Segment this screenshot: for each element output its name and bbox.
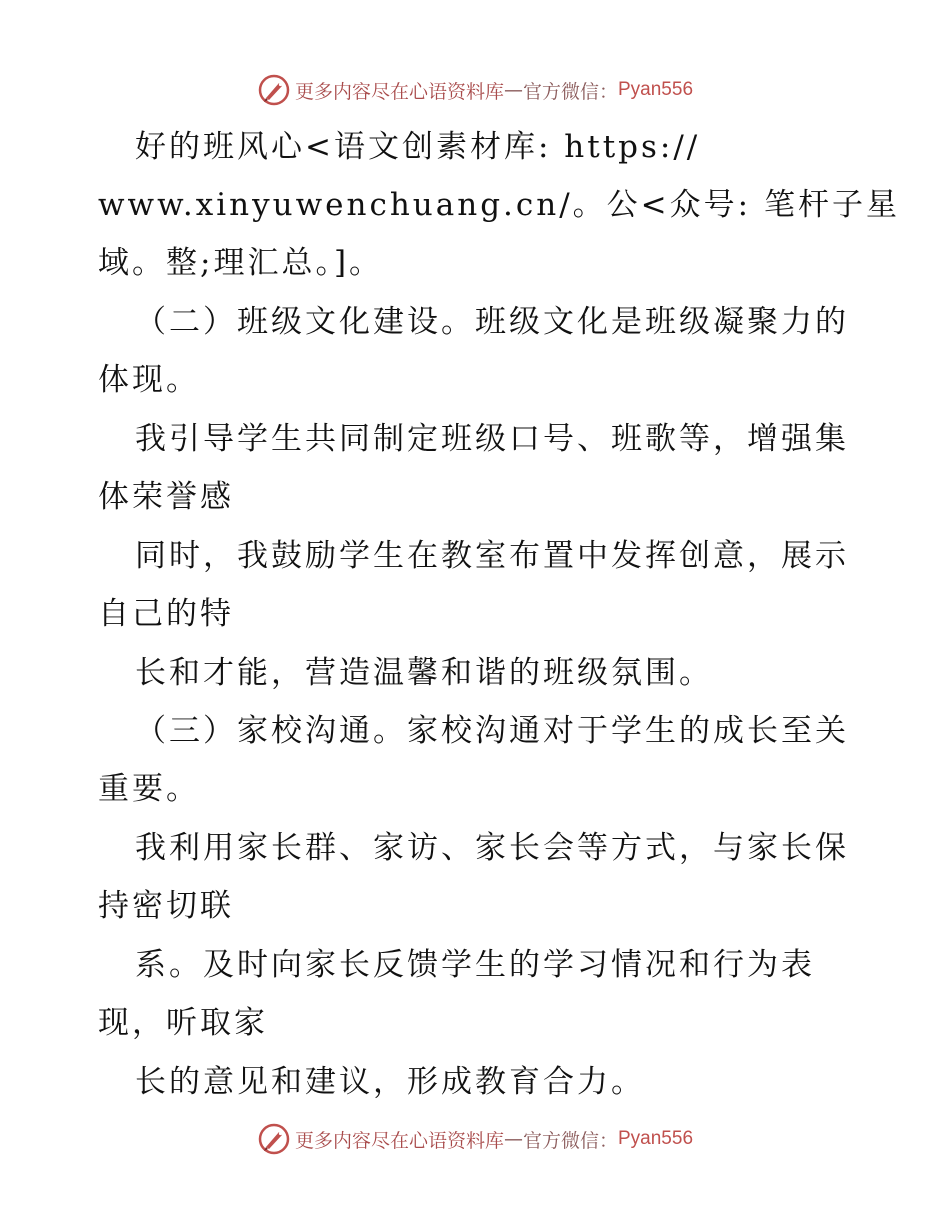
text-line: 域。整;理汇总。]。 — [98, 245, 384, 281]
pen-logo-icon — [257, 1122, 291, 1156]
banner-main-text: 更多内容尽在心语资料库 — [294, 80, 504, 103]
banner-main-text: 更多内容尽在心语资料库 — [294, 1129, 504, 1152]
text-line: 好的班风心<语文创素材库: https:// — [135, 129, 701, 165]
text-line: （二）班级文化建设。班级文化是班级凝聚力的 — [135, 304, 849, 340]
text-line: www.xinyuwenchuang.cn/。公<众号: 笔杆子星 — [98, 187, 900, 223]
text-line: 体现。 — [98, 362, 200, 398]
text-line: 自己的特 — [98, 596, 234, 632]
banner-dash: — — [503, 1128, 523, 1150]
banner-dash: — — [503, 79, 523, 101]
text-line: 我引导学生共同制定班级口号、班歌等，增强集 — [135, 421, 849, 457]
text-line: 体荣誉感 — [98, 479, 234, 515]
text-line: 同时，我鼓励学生在教室布置中发挥创意，展示 — [135, 538, 849, 574]
text-line: 持密切联 — [98, 888, 234, 924]
pen-logo-icon — [257, 73, 291, 107]
text-line: 重要。 — [98, 771, 200, 807]
footer-banner — [0, 1119, 950, 1159]
text-line: 长和才能，营造温馨和谐的班级氛围。 — [135, 655, 713, 691]
banner-official-label: 官方微信： — [522, 80, 618, 103]
text-line: 系。及时向家长反馈学生的学习情况和行为表 — [135, 947, 815, 983]
text-line: 我利用家长群、家访、家长会等方式，与家长保 — [135, 830, 849, 866]
text-line: 现，听取家 — [98, 1005, 268, 1041]
banner-wechat-id: Pyan556 — [618, 1128, 694, 1149]
banner-wechat-id: Pyan556 — [618, 79, 694, 100]
header-banner — [0, 70, 950, 110]
text-line: （三）家校沟通。家校沟通对于学生的成长至关 — [135, 713, 849, 749]
banner-official-label: 官方微信： — [522, 1129, 618, 1152]
text-line: 长的意见和建议，形成教育合力。 — [135, 1064, 645, 1100]
